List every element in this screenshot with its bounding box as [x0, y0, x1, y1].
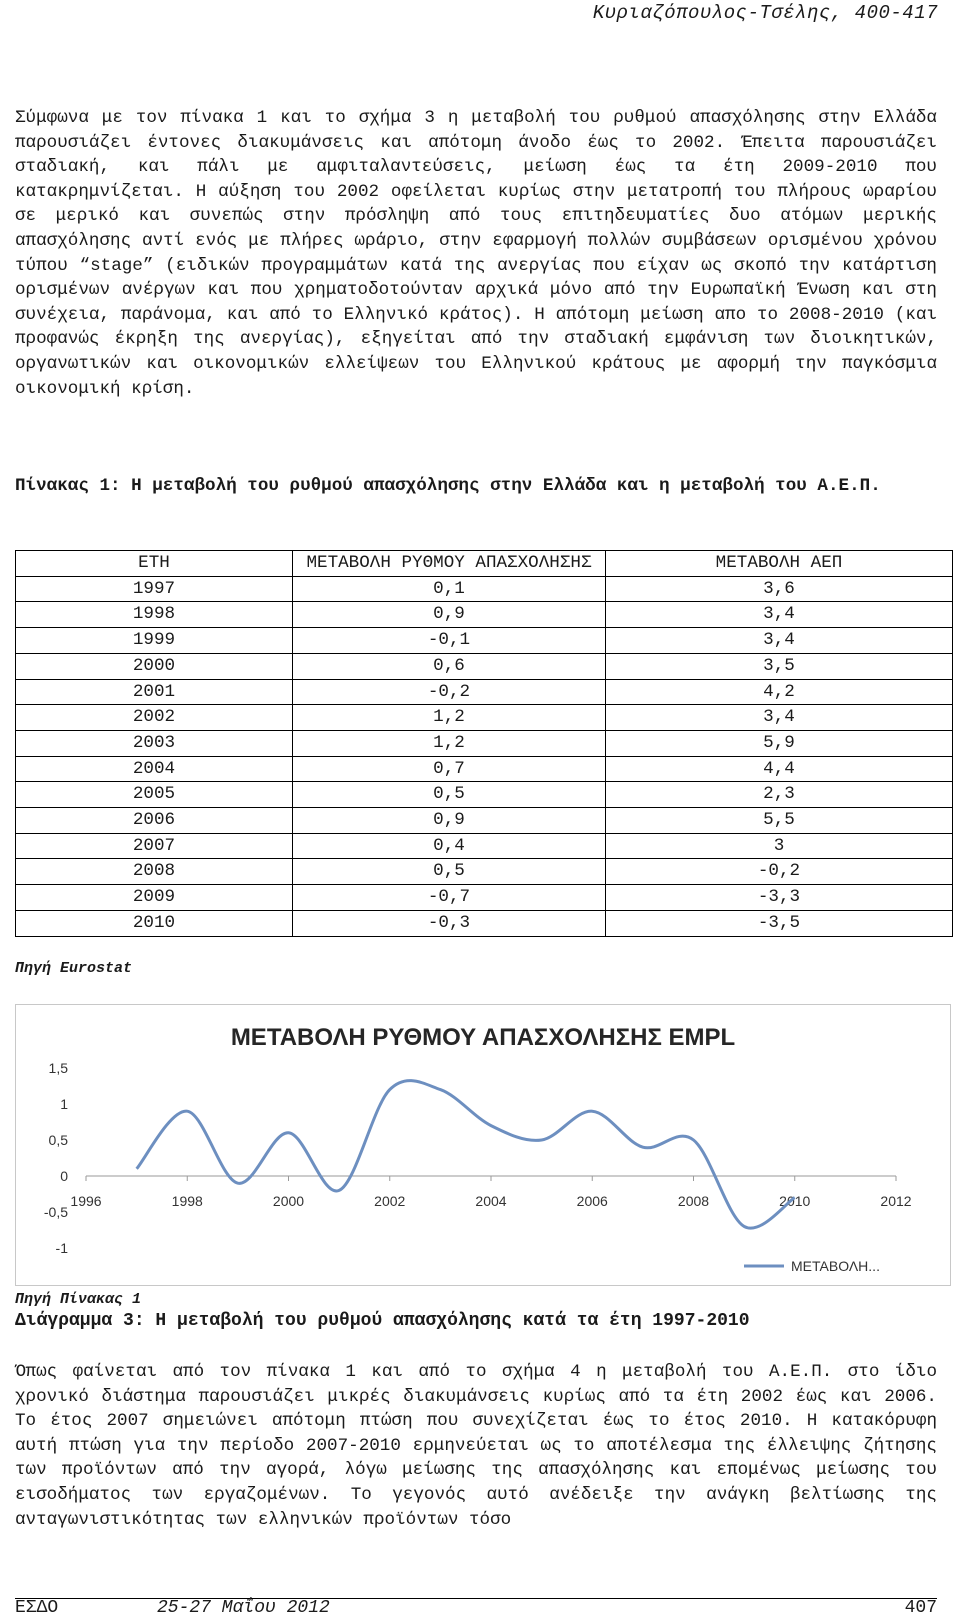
cell-year: 2002	[16, 705, 293, 731]
x-tick-label: 2010	[779, 1193, 811, 1209]
cell-employment-change: 0,4	[293, 833, 606, 859]
page-number: 407	[904, 1598, 937, 1618]
table-row	[16, 628, 953, 654]
cell-year: 1999	[16, 628, 293, 654]
table-row	[16, 705, 953, 731]
cell-gdp-change: -3,3	[606, 885, 953, 911]
col-header-employment: ΜΕΤΑΒΟΛΗ ΡΥΘΜΟΥ ΑΠΑΣΧΟΛΗΣΗΣ	[293, 551, 606, 577]
chart-svg	[16, 1005, 950, 1285]
x-tick-label: 2012	[880, 1193, 912, 1209]
table-row	[16, 833, 953, 859]
cell-year: 2007	[16, 833, 293, 859]
table-body	[16, 576, 953, 936]
cell-employment-change: 0,9	[293, 602, 606, 628]
chart-title: ΜΕΤΑΒΟΛΗ ΡΥΘΜΟΥ ΑΠΑΣΧΟΛΗΣΗΣ EMPL	[230, 1024, 736, 1051]
data-table	[15, 550, 953, 937]
cell-employment-change: 0,5	[293, 782, 606, 808]
footer-divider	[15, 1598, 937, 1599]
x-tick-label: 2008	[677, 1193, 710, 1209]
cell-year: 2004	[16, 756, 293, 782]
cell-employment-change: 1,2	[293, 705, 606, 731]
cell-gdp-change: 5,9	[606, 730, 953, 756]
table-row	[16, 910, 953, 936]
table-source: Πηγή Eurostat	[15, 960, 133, 977]
footer-conference: ΕΣΔΟ	[15, 1598, 59, 1618]
cell-employment-change: -0,7	[293, 885, 606, 911]
table-row	[16, 679, 953, 705]
cell-employment-change: 1,2	[293, 730, 606, 756]
table-row	[16, 756, 953, 782]
running-header: Κυριαζόπουλος-Τσέλης, 400-417	[592, 2, 938, 24]
y-tick-label: -0,5	[43, 1204, 68, 1220]
table-row	[16, 885, 953, 911]
col-header-years: ΕΤΗ	[16, 551, 293, 577]
cell-employment-change: 0,7	[293, 756, 606, 782]
table-row	[16, 602, 953, 628]
cell-employment-change: 0,6	[293, 653, 606, 679]
cell-employment-change: 0,1	[293, 576, 606, 602]
cell-gdp-change: 4,4	[606, 756, 953, 782]
x-tick-label: 2004	[475, 1193, 507, 1209]
x-tick-label: 1998	[171, 1193, 203, 1209]
table-row	[16, 730, 953, 756]
cell-year: 2005	[16, 782, 293, 808]
legend-label: ΜΕΤΑΒΟΛΗ...	[791, 1258, 880, 1274]
y-tick-label: -1	[55, 1240, 68, 1256]
x-tick-label: 2006	[576, 1193, 608, 1209]
cell-gdp-change: 3,4	[606, 628, 953, 654]
y-tick-label: 1,5	[48, 1060, 68, 1076]
table-row	[16, 653, 953, 679]
cell-employment-change: -0,2	[293, 679, 606, 705]
cell-employment-change: 0,9	[293, 808, 606, 834]
cell-gdp-change: -0,2	[606, 859, 953, 885]
cell-gdp-change: 5,5	[606, 808, 953, 834]
cell-gdp-change: 3,4	[606, 705, 953, 731]
cell-gdp-change: 4,2	[606, 679, 953, 705]
table-row	[16, 782, 953, 808]
cell-gdp-change: -3,5	[606, 910, 953, 936]
col-header-gdp: ΜΕΤΑΒΟΛΗ ΑΕΠ	[606, 551, 953, 577]
cell-year: 1998	[16, 602, 293, 628]
footer-date: 25-27 Μαΐου 2012	[157, 1598, 330, 1618]
y-tick-label: 1	[60, 1096, 68, 1112]
cell-year: 2000	[16, 653, 293, 679]
cell-year: 1997	[16, 576, 293, 602]
x-tick-label: 2000	[272, 1193, 305, 1209]
cell-year: 2008	[16, 859, 293, 885]
cell-year: 2010	[16, 910, 293, 936]
paragraph-intro: Σύμφωνα με τον πίνακα 1 και το σχήμα 3 η μεταβολή του ρυθμού απασχόλησης στην Ελλάδα παρουσιάζει έντονες διακυμάνσεις και απότομη άνοδο έως το 2002. Έπειτα παρουσιάζει σταδιακή, και πάλι με αμφιταλαντεύσεις, μείωση έως τα έτη 2009-2010 που κατακρημνίζεται. Η αύξηση του 2002 οφείλεται κυρίως στην μετατροπή του πλήρους ωραρίου σε μερικό και συνεπώς στην πρόσληψη από τους επιτηδευματίες δυο ατόμων μερικής απασχόλησης αντί ενός με πλήρες ωράριο, στην εφαρμογή πολλών συμβάσεων ορισμένου χρόνου τύπου “stage” (ειδικών προγραμμάτων κατά της ανεργίας που είχαν ως σκοπό την κατάρτιση ορισμένων ανέργων και που χρηματοδοτούνταν αρχικά μόνο από την Ευρωπαϊκή Ένωση και στη συνέχεια, παράνομα, και από το Ελληνικό κράτος). Η απότομη μείωση απο το 2008-2010 (και προφανώς έκρηξη της ανεργίας), εξηγείται από την σταδιακή εμφάνιση των διοικητικών, οργανωτικών και οικονομικών ελλείψεων του Ελληνικού κράτους με αφορμή την παγκόσμια οικονομική κρίση.	[15, 108, 937, 399]
figure-caption: Διάγραμμα 3: Η μεταβολή του ρυθμού απασχόλησης κατά τα έτη 1997-2010	[15, 1311, 750, 1331]
table-header-row	[16, 551, 953, 577]
cell-employment-change: -0,3	[293, 910, 606, 936]
cell-year: 2009	[16, 885, 293, 911]
paragraph-gdp: Όπως φαίνεται από τον πίνακα 1 και από το σχήμα 4 η μεταβολή του Α.Ε.Π. στο ίδιο χρονικό διάστημα παρουσιάζει μικρές διακυμάνσεις κυρίως από τα έτη 2002 έως και 2006. Το έτος 2007 σημειώνει απότομη πτώση που συνεχίζεται έως το έτος 2010. Η κατακόρυφη αυτή πτώση για την περίοδο 2007-2010 ερμηνεύεται ως το αποτέλεσμα της έλλειψης ζήτησης των προϊόντων από την αγορά, λόγω μείωσης της απασχόλησης και επομένως μείωσης του εισοδήματος των εργαζομένων. Το γεγονός αυτό ανέδειξε την ανάγκη βελτίωσης της ανταγωνιστικότητας των ελληνικών προϊόντων τόσο	[15, 1362, 937, 1530]
cell-employment-change: 0,5	[293, 859, 606, 885]
table-row	[16, 859, 953, 885]
cell-gdp-change: 3,4	[606, 602, 953, 628]
table-row	[16, 576, 953, 602]
cell-year: 2006	[16, 808, 293, 834]
chart-source: Πηγή Πίνακας 1	[15, 1291, 142, 1308]
y-tick-label: 0	[60, 1168, 68, 1184]
cell-gdp-change: 3,6	[606, 576, 953, 602]
table-row	[16, 808, 953, 834]
cell-gdp-change: 2,3	[606, 782, 953, 808]
cell-year: 2003	[16, 730, 293, 756]
table-caption: Πίνακας 1: Η μεταβολή του ρυθμού απασχόλησης στην Ελλάδα και η μεταβολή του Α.Ε.Π.	[15, 476, 881, 496]
cell-gdp-change: 3	[606, 833, 953, 859]
x-tick-label: 1996	[70, 1193, 102, 1209]
y-tick-label: 0,5	[48, 1132, 68, 1148]
employment-chart	[15, 1004, 951, 1286]
cell-gdp-change: 3,5	[606, 653, 953, 679]
cell-employment-change: -0,1	[293, 628, 606, 654]
x-tick-label: 2002	[374, 1193, 406, 1209]
cell-year: 2001	[16, 679, 293, 705]
